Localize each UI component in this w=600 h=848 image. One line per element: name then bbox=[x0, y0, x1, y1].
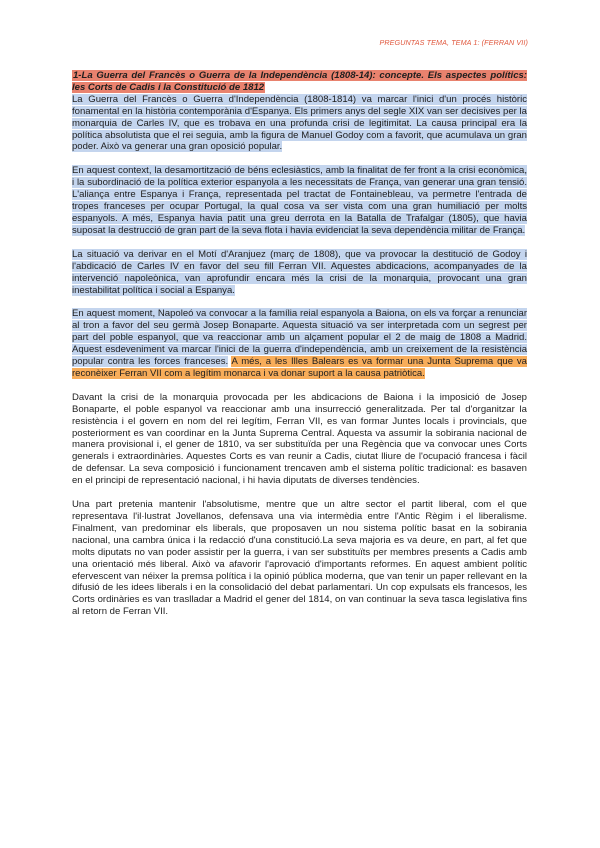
paragraph-1: La Guerra del Francès o Guerra d'Independència (1808-1814) va marcar l'inici d'un procés històric fonamental en la història contemporània d'Espanya. Els primers anys del segle XIX van ser decisives per la monarquia de Carles IV, que es trobava en una profunda crisi de legitimitat. La causa principal era la política absolutista que el rei seguia, amb la figura de Manuel Godoy com a favorit, que acumulava un gran poder. Això va generar una gran oposició popular. bbox=[72, 93, 527, 153]
paragraph-4-highlight: A més, a les Illes Balears es va formar una Junta Suprema que va reconèixer Ferran VII com a legítim monarca i va donar suport a la causa patriòtica. bbox=[72, 356, 527, 379]
section-2 bbox=[72, 165, 527, 236]
section-4 bbox=[72, 308, 527, 379]
paragraph-2: En aquest context, la desamortització de béns eclesiàstics, amb la finalitat de fer front a la crisi econòmica, i la subordinació de la política exterior espanyola a les necessitats de França, van generar una gran tensió. L'aliança entre Espanya i França, representada pel tractat de Fontainebleau, va permetre l'entrada de tropes franceses per ocupar Portugal, la qual cosa va ser vista com una gran humiliació per molts espanyols. A més, Espanya havia patit una greu derrota en la Batalla de Trafalgar (1805), que havia suposat la destrucció de gran part de la seva flota i havia evidenciat la seva dependència militar de França. bbox=[72, 165, 527, 236]
paragraph-5: Davant la crisi de la monarquia provocada per les abdicacions de Baiona i la imposició de Josep Bonaparte, el poble espanyol va reaccionar amb una insurrecció generalitzada. Per tal d'organitzar la resistència i el govern en nom del rei legítim, Ferran VII, es van formar Juntes locals i provincials, que posteriorment es van coordinar en la Junta Suprema Central. Aquesta va assumir la sobirania nacional de manera provisional i, el gener de 1810, va ser substituïda per una Regència que va convocar unes Corts generals i extraordinàries. Aquestes Corts es van reunir a Cadis, ciutat lliure de l'ocupació francesa i fàcil de defensar. La seva composició i funcionament trencaven amb el sistema polític tradicional: es basaven en el principi de representació nacional, i hi havia diputats de diverses tendències. bbox=[72, 391, 527, 487]
page-header: PREGUNTAS TEMA, TEMA 1: (FERRAN VII) bbox=[379, 38, 528, 47]
section-1 bbox=[72, 70, 527, 153]
paragraph-6: Una part pretenia mantenir l'absolutisme, mentre que un altre sector el partit liberal, com el que representava l'il·lustrat Jovellanos, defensava una via intermèdia entre l'Antic Règim i el liberalisme. Finalment, van predominar els liberals, que proposaven un nou sistema polític basat en la sobirania nacional, una cambra única i la redacció d'una constitució.La seva majoria es va deure, en part, al fet que molts diputats no van poder assistir per la guerra, i van ser substituïts per membres presents a Cadis amb una orientació més liberal. Això va afavorir l'aprovació d'importants reformes. En aquest ambient polític efervescent van néixer la premsa política i la opinió pública moderna, que van tenir un paper rellevant en la difusió de les idees liberals i en la consolidació del debat parlamentari. Un cop expulsats els francesos, les Corts ordinàries es van traslladar a Madrid el gener del 1814, on van continuar la seva tasca legislativa fins al retorn de Ferran VII. bbox=[72, 499, 527, 618]
paragraph-4: En aquest moment, Napoleó va convocar a la família reial espanyola a Baiona, on els va forçar a renunciar al tron a favor del seu germà Josep Bonaparte. Aquesta situació va ser interpretada com un segrest per part del poble espanyol, que va reaccionar amb un alçament popular el 2 de maig de 1808 a Madrid. Aquest esdeveniment va marcar l'inici de la guerra d'independència, amb un creixement de la resistència popular contra les forces franceses. bbox=[72, 308, 527, 368]
paragraph-3: La situació va derivar en el Motí d'Aranjuez (març de 1808), que va provocar la destitució de Godoy i l'abdicació de Carles IV en favor del seu fill Ferran VII. Aquestes abdicacions, acompanyades de la intervenció napoleònica, van aprofundir encara més la crisi de la monarquia, provocant una gran inestabilitat política i social a Espanya. bbox=[72, 248, 527, 296]
section-6 bbox=[72, 499, 527, 618]
section-3 bbox=[72, 249, 527, 297]
question-title: 1-La Guerra del Francès o Guerra de la Independència (1808-14): concepte. Els aspectes polítics: les Corts de Cadis i la Constitució de 1812 bbox=[72, 70, 527, 93]
section-5 bbox=[72, 392, 527, 487]
document-body bbox=[72, 70, 527, 630]
